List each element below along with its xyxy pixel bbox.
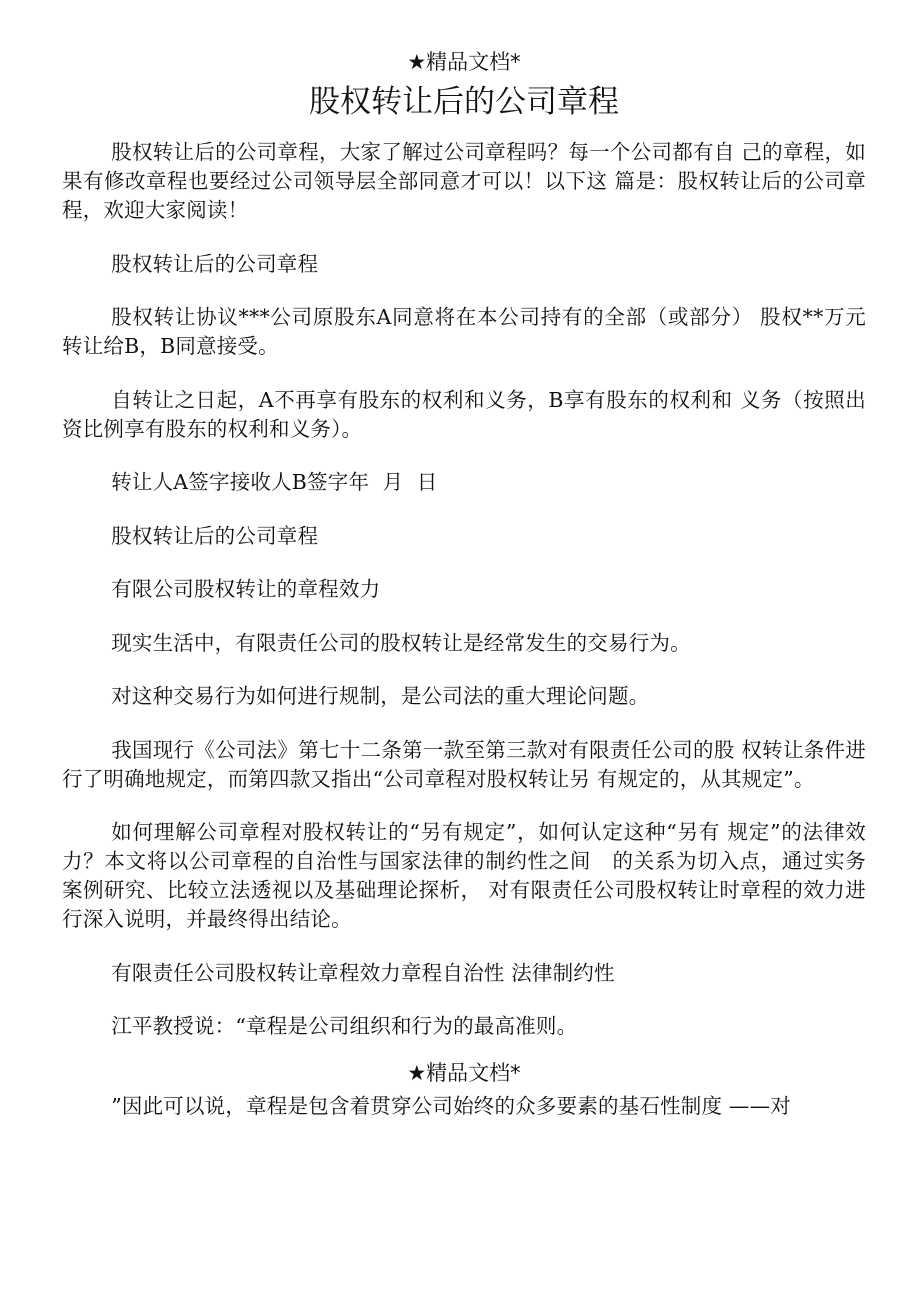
paragraph-signature: 转让人A签字接收人B签字年 月 日 bbox=[111, 470, 438, 494]
document-body bbox=[62, 138, 866, 1041]
footer-watermark: ★精品文档* bbox=[407, 1060, 521, 1085]
paragraph-regulation: 对这种交易行为如何进行规制，是公司法的重大理论问题。 bbox=[111, 684, 650, 708]
paragraph-quote: 江平教授说：“章程是公司组织和行为的最高准则。 bbox=[111, 1014, 578, 1038]
paragraph-reality: 现实生活中，有限责任公司的股权转让是经常发生的交易行为。 bbox=[111, 630, 691, 655]
paragraph-subheading: 有限公司股权转让的章程效力 bbox=[111, 577, 381, 601]
paragraph-company-law: 我国现行《公司法》第七十二条第一款至第三款对有限责任公司的股 权转让条件进行了明确地规定，而第四款又指出“公司章程对股权转让另 有规定的，从其规定”。 bbox=[62, 737, 866, 791]
paragraph-heading: 股权转让后的公司章程 bbox=[111, 251, 319, 276]
paragraph-understanding: 如何理解公司章程对股权转让的“另有规定”，如何认定这种“另有 规定”的法律效力？本文将以公司章程的自治性与国家法律的制约性之间 的关系为切入点，通过实务案例研究、比较立法透视以及基础理论探析， 对有限责任公司股权转让时章程的效力进行深入说明，并最终得出结论。 bbox=[62, 820, 866, 931]
paragraph-agreement: 股权转让协议***公司原股东A同意将在本公司持有的全部（或部分） 股权**万元转让给B，B同意接受。 bbox=[62, 305, 866, 358]
paragraph-heading-2: 股权转让后的公司章程 bbox=[111, 523, 319, 548]
document-title: 股权转让后的公司章程 bbox=[309, 84, 619, 120]
paragraph-rights: 自转让之日起，A不再享有股东的权利和义务，B享有股东的权利和 义务（按照出资比例享有股东的权利和义务）。 bbox=[62, 387, 866, 441]
header-watermark: ★精品文档* bbox=[407, 50, 521, 74]
paragraph-continuation: ”因此可以说，章程是包含着贯穿公司始终的众多要素的基石性制度 ——对 bbox=[111, 1093, 791, 1118]
paragraph-intro: 股权转让后的公司章程，大家了解过公司章程吗？每一个公司都有自 己的章程，如果有修改章程也要经过公司领导层全部同意才可以！以下这 篇是：股权转让后的公司章程，欢迎大家阅读！ bbox=[62, 140, 866, 222]
paragraph-keywords: 有限责任公司股权转让章程效力章程自治性 法律制约性 bbox=[111, 960, 615, 985]
document-page bbox=[62, 46, 866, 1121]
